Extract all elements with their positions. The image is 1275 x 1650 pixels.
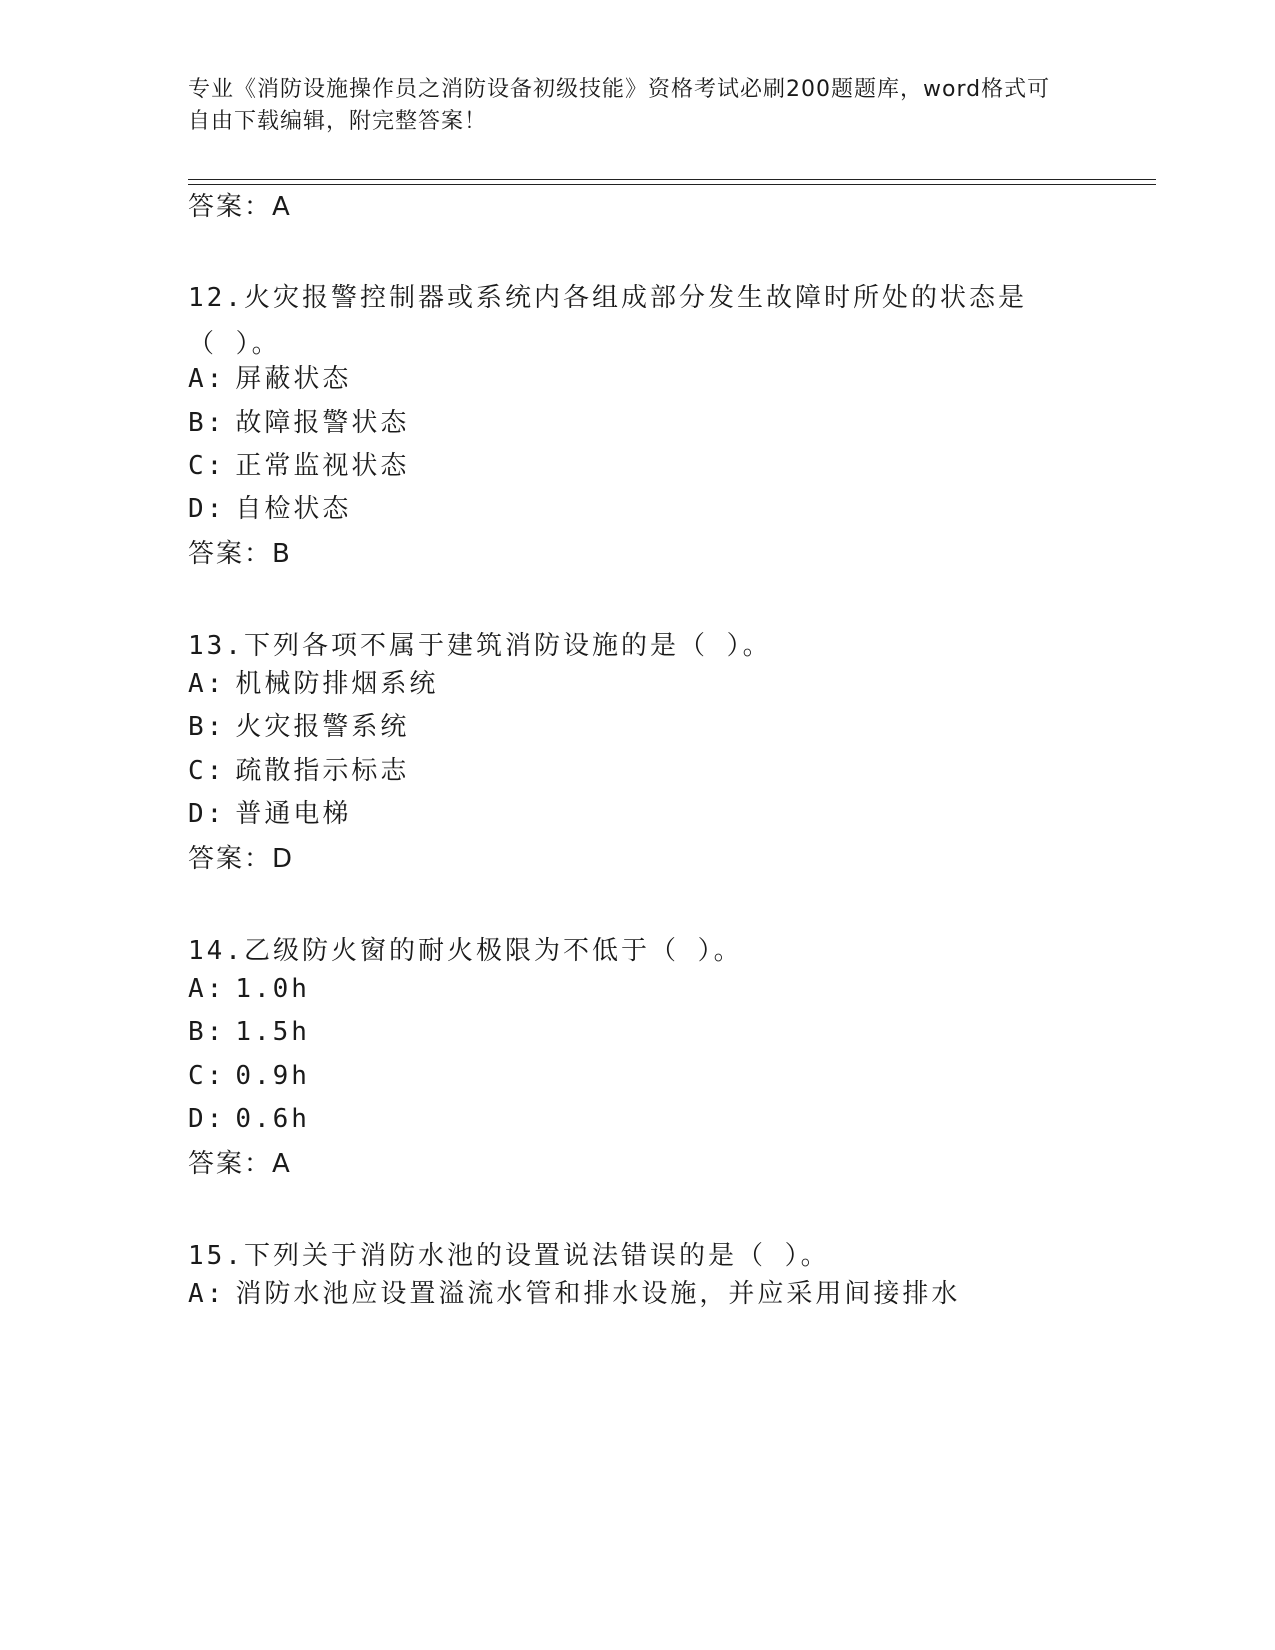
option-text: 故障报警状态 bbox=[235, 408, 410, 438]
question-text: 15.下列关于消防水池的设置说法错误的是（ ）。 bbox=[188, 1241, 830, 1271]
option-c bbox=[188, 1061, 310, 1091]
option-d bbox=[188, 799, 351, 829]
option-d bbox=[188, 1104, 310, 1134]
option-key: B: bbox=[188, 1017, 226, 1047]
answer-line bbox=[188, 192, 292, 222]
answer-value: A bbox=[272, 1149, 292, 1179]
answer-value: D bbox=[272, 844, 295, 874]
header-divider-bottom bbox=[188, 184, 1156, 185]
option-text: 消防水池应设置溢流水管和排水设施，并应采用间接排水 bbox=[235, 1279, 961, 1309]
option-key: B: bbox=[188, 408, 226, 438]
option-text: 0.9h bbox=[235, 1061, 310, 1091]
option-key: A: bbox=[188, 669, 226, 699]
option-b bbox=[188, 1017, 310, 1047]
option-b bbox=[188, 408, 409, 438]
option-c bbox=[188, 451, 409, 481]
option-a bbox=[188, 669, 438, 699]
option-key: A: bbox=[188, 974, 226, 1004]
question-text: 14.乙级防火窗的耐火极限为不低于（ ）。 bbox=[188, 936, 743, 966]
answer-label: 答案： bbox=[188, 1149, 273, 1179]
answer-label: 答案： bbox=[188, 539, 273, 569]
option-text: 屏蔽状态 bbox=[235, 364, 352, 394]
option-key: D: bbox=[188, 494, 226, 524]
option-text: 普通电梯 bbox=[235, 799, 352, 829]
answer-label: 答案： bbox=[188, 844, 273, 874]
option-text: 0.6h bbox=[235, 1104, 310, 1134]
answer-label: 答案： bbox=[188, 192, 273, 222]
option-key: D: bbox=[188, 1104, 226, 1134]
option-b bbox=[188, 712, 409, 742]
answer-value: B bbox=[272, 539, 292, 569]
option-key: A: bbox=[188, 1279, 226, 1309]
option-key: C: bbox=[188, 451, 226, 481]
option-key: C: bbox=[188, 1061, 226, 1091]
option-a bbox=[188, 974, 310, 1004]
option-text: 正常监视状态 bbox=[235, 451, 410, 481]
option-text: 疏散指示标志 bbox=[235, 756, 410, 786]
document-header: 专业《消防设施操作员之消防设备初级技能》资格考试必刷200题题库，word格式可自由下载编辑，附完整答案！ bbox=[188, 77, 1051, 134]
option-key: C: bbox=[188, 756, 226, 786]
answer-line bbox=[188, 539, 292, 569]
option-c bbox=[188, 756, 409, 786]
option-d bbox=[188, 494, 351, 524]
option-a bbox=[188, 364, 351, 394]
option-text: 火灾报警系统 bbox=[235, 712, 410, 742]
header-divider-top bbox=[188, 179, 1156, 180]
option-key: D: bbox=[188, 799, 226, 829]
answer-line bbox=[188, 844, 294, 874]
option-key: A: bbox=[188, 364, 226, 394]
option-a bbox=[188, 1279, 960, 1309]
answer-line bbox=[188, 1149, 292, 1179]
question-text: 12.火灾报警控制器或系统内各组成部分发生故障时所处的状态是（ ）。 bbox=[188, 283, 1027, 359]
question-text: 13.下列各项不属于建筑消防设施的是（ ）。 bbox=[188, 631, 772, 661]
option-text: 机械防排烟系统 bbox=[235, 669, 439, 699]
option-text: 1.0h bbox=[235, 974, 310, 1004]
option-key: B: bbox=[188, 712, 226, 742]
option-text: 1.5h bbox=[235, 1017, 310, 1047]
answer-value: A bbox=[272, 192, 292, 222]
option-text: 自检状态 bbox=[235, 494, 352, 524]
